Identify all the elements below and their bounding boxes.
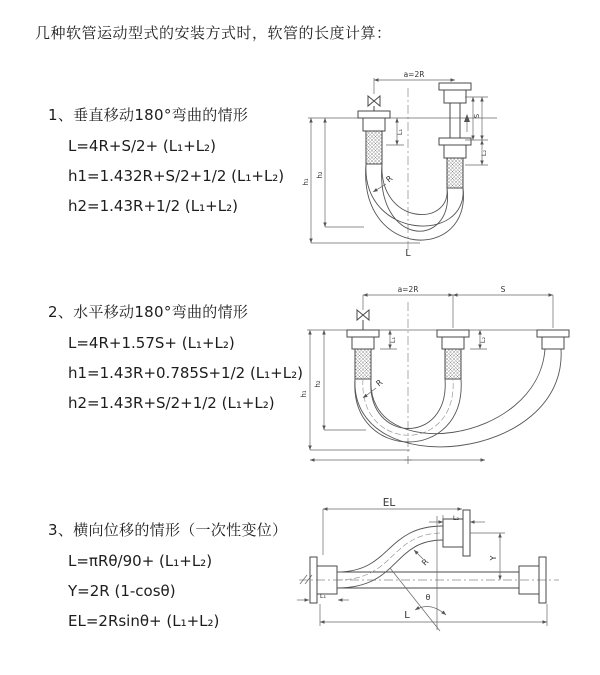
dimension-bottom: [310, 456, 485, 464]
label-l: L: [405, 248, 411, 259]
middle-flange-fitting: [437, 330, 469, 379]
label-h2: h₂: [316, 171, 324, 179]
label-r: R: [384, 173, 395, 185]
formula-h1: h1=1.43R+0.785S+1/2 (L₁+L₂): [68, 364, 303, 382]
dimension-a2r: [363, 285, 553, 328]
dimension-l2: [470, 330, 487, 349]
right-flange-fitting: [439, 83, 471, 188]
formula-h2: h2=1.43R+1/2 (L₁+L₂): [68, 197, 238, 215]
movement-arrow-icon: [464, 114, 470, 132]
label-el: EL: [382, 498, 396, 509]
left-flange-fitting: [347, 330, 379, 379]
diagram-lateral-displacement: [297, 498, 595, 650]
formula-l: L=4R+1.57S+ (L₁+L₂): [68, 334, 235, 352]
label-l: L: [404, 610, 410, 621]
label-r: R: [420, 557, 431, 568]
diagram-vertical-180-bend: [302, 70, 587, 260]
section-lateral-displacement: [48, 519, 287, 636]
label-a2r: a=2R: [403, 70, 425, 79]
label-h1: h₁: [300, 390, 308, 398]
dimension-l2: [465, 140, 488, 165]
label-l1: L₁: [389, 336, 397, 344]
label-s: S: [473, 113, 481, 119]
page-title: 几种软管运动型式的安装方式时，软管的长度计算：: [35, 24, 392, 42]
diagram-horizontal-180-bend: [300, 282, 592, 474]
dimension-l1: [297, 592, 349, 600]
dimension-l2: [429, 514, 485, 522]
formula-l: L=4R+S/2+ (L₁+L₂): [68, 137, 216, 155]
label-l2: L₂: [479, 336, 487, 344]
section-horizontal-move: [48, 301, 303, 418]
label-s: S: [500, 285, 506, 294]
label-h2: h₂: [314, 380, 322, 388]
label-h1: h₁: [302, 178, 310, 186]
dimension-s: [453, 285, 553, 295]
valve-icon: [357, 310, 369, 330]
label-theta: θ: [425, 593, 431, 602]
label-a2r: a=2R: [397, 285, 419, 294]
left-flange-fitting: [358, 111, 390, 164]
dimension-y: [470, 533, 505, 580]
dimension-h2: [314, 330, 366, 430]
hose-s-curve: [337, 526, 443, 588]
dimension-l1: [386, 118, 404, 145]
formula-l: L=πRθ/90+ (L₁+L₂): [68, 552, 213, 570]
dimension-l1: [380, 330, 397, 349]
right-flange-fitting: [537, 330, 569, 349]
section-1-heading: 1、垂直移动180°弯曲的情形: [48, 106, 249, 124]
label-y: Y: [489, 555, 498, 561]
label-l1: L₁: [319, 592, 327, 600]
label-l1: L₁: [396, 128, 404, 136]
valve-icon: [368, 96, 380, 111]
formula-h1: h1=1.432R+S/2+1/2 (L₁+L₂): [68, 167, 285, 185]
dimension-r: [363, 378, 385, 398]
section-2-heading: 2、水平移动180°弯曲的情形: [48, 303, 249, 321]
section-3-heading: 3、横向位移的情形（一次性变位）: [48, 521, 288, 539]
dimension-h2: [316, 118, 364, 227]
dimension-el: [323, 498, 462, 555]
dimension-h1: [302, 118, 420, 243]
formula-el: EL=2Rsinθ+ (L₁+L₂): [68, 612, 220, 630]
label-l2: L₂: [452, 514, 460, 522]
label-l2: L₂: [480, 149, 488, 157]
section-vertical-move: [48, 104, 284, 221]
label-r: R: [374, 377, 385, 389]
dimension-r: [414, 550, 431, 567]
formula-h2: h2=1.43R+S/2+1/2 (L₁+L₂): [68, 394, 275, 412]
formula-y: Y=2R (1-cosθ): [68, 582, 176, 600]
